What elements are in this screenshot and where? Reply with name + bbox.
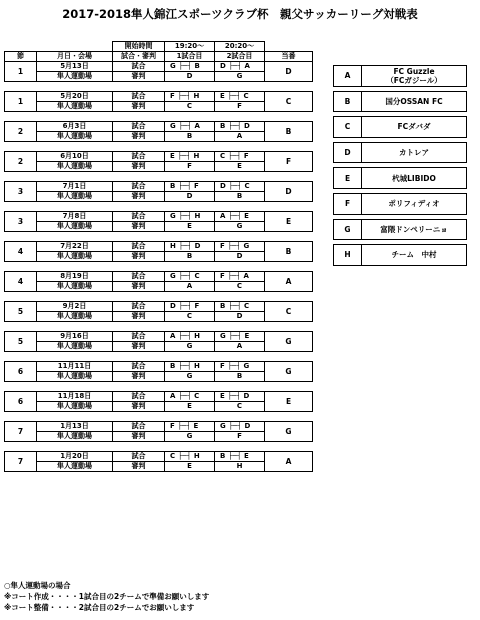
- team-row: [334, 245, 467, 266]
- game2-referee: C: [215, 282, 265, 292]
- duty-team: B: [265, 242, 313, 262]
- team-name-cell: [362, 142, 467, 163]
- team-name: 国分OSSAN FC: [385, 96, 443, 106]
- match-venue: 隼人運動場: [37, 102, 113, 112]
- team-letter: C: [334, 117, 362, 138]
- referee-label: 審判: [113, 312, 165, 322]
- team-letter: G: [334, 219, 362, 240]
- round-spacer: [5, 352, 313, 362]
- start-time-label: 開始時間: [113, 42, 165, 52]
- match-row: [5, 152, 313, 162]
- round-number: 4: [5, 242, 37, 262]
- note-line: ※コート作成・・・・1試合目の2チームで準備お願いします: [4, 592, 210, 601]
- round-spacer: [5, 142, 313, 152]
- team-name-cell: [362, 66, 467, 87]
- game2-pairing: F ├─┤ G: [215, 242, 265, 252]
- round-number: 4: [5, 272, 37, 292]
- team-name: FC Guzzle: [393, 66, 435, 76]
- match-label: 試合: [113, 272, 165, 282]
- duty-team: F: [265, 152, 313, 172]
- game1-referee: E: [165, 462, 215, 472]
- match-date: 1月20日: [37, 452, 113, 462]
- game1-referee: E: [165, 222, 215, 232]
- match-venue: 隼人運動場: [37, 342, 113, 352]
- match-date: 11月18日: [37, 392, 113, 402]
- match-venue: 隼人運動場: [37, 282, 113, 292]
- game1-pairing: B ├─┤ H: [165, 362, 215, 372]
- team-row: [334, 193, 467, 214]
- game1-pairing: G ├─┤ H: [165, 212, 215, 222]
- match-date: 7月8日: [37, 212, 113, 222]
- referee-label: 審判: [113, 162, 165, 172]
- game2-pairing: A ├─┤ E: [215, 212, 265, 222]
- referee-label: 審判: [113, 282, 165, 292]
- round-number: 5: [5, 302, 37, 322]
- game1-pairing: F ├─┤ E: [165, 422, 215, 432]
- match-label: 試合: [113, 62, 165, 72]
- sec-header: 節: [5, 52, 37, 62]
- team-name-cell: [362, 168, 467, 189]
- team-letter: H: [334, 245, 362, 266]
- match-venue: 隼人運動場: [37, 252, 113, 262]
- note-line: ○隼人運動場の場合: [4, 581, 71, 590]
- match-row: [5, 302, 313, 312]
- time1-label: 19:20～: [165, 42, 215, 52]
- team-name-cell: [362, 117, 467, 138]
- match-venue: 隼人運動場: [37, 72, 113, 82]
- referee-label: 審判: [113, 222, 165, 232]
- team-letter: F: [334, 193, 362, 214]
- team-row: [334, 91, 467, 112]
- duty-team: B: [265, 122, 313, 142]
- note-line: ※コート整備・・・・2試合目の2チームでお願いします: [4, 603, 195, 612]
- game2-referee: C: [215, 402, 265, 412]
- team-row: [334, 142, 467, 163]
- game1-pairing: E ├─┤ H: [165, 152, 215, 162]
- round-spacer: [5, 112, 313, 122]
- game2-pairing: B ├─┤ D: [215, 122, 265, 132]
- match-venue: 隼人運動場: [37, 192, 113, 202]
- referee-label: 審判: [113, 342, 165, 352]
- team-letter: B: [334, 91, 362, 112]
- match-date: 5月13日: [37, 62, 113, 72]
- duty-team: A: [265, 272, 313, 292]
- match-row: [5, 272, 313, 282]
- team-letter: E: [334, 168, 362, 189]
- duty-header: 当番: [265, 52, 313, 62]
- round-number: 3: [5, 182, 37, 202]
- match-label: 試合: [113, 332, 165, 342]
- team-name-cell: [362, 193, 467, 214]
- round-number: 2: [5, 152, 37, 172]
- time2-label: 20:20～: [215, 42, 265, 52]
- match-label: 試合: [113, 92, 165, 102]
- game2-pairing: B ├─┤ E: [215, 452, 265, 462]
- game2-referee: F: [215, 432, 265, 442]
- match-row: [5, 362, 313, 372]
- round-spacer: [5, 382, 313, 392]
- match-label: 試合: [113, 452, 165, 462]
- match-date: 6月10日: [37, 152, 113, 162]
- match-venue: 隼人運動場: [37, 312, 113, 322]
- match-label: 試合: [113, 152, 165, 162]
- game2-pairing: G ├─┤ D: [215, 422, 265, 432]
- team-name: チーム 中村: [391, 250, 437, 260]
- match-label: 試合: [113, 212, 165, 222]
- round-number: 6: [5, 392, 37, 412]
- match-date: 9月2日: [37, 302, 113, 312]
- page-title: 2017-2018隼人錦江スポーツクラブ杯 親父サッカーリーグ対戦表: [62, 7, 418, 21]
- match-row: [5, 62, 313, 72]
- game1-referee: A: [165, 282, 215, 292]
- round-number: 7: [5, 422, 37, 442]
- round-number: 7: [5, 452, 37, 472]
- game1-referee: F: [165, 162, 215, 172]
- match-row: [5, 212, 313, 222]
- match-row: [5, 332, 313, 342]
- match-label: 試合: [113, 122, 165, 132]
- game2-pairing: G ├─┤ E: [215, 332, 265, 342]
- match-row: [5, 392, 313, 402]
- match-venue: 隼人運動場: [37, 462, 113, 472]
- match-venue: 隼人運動場: [37, 402, 113, 412]
- column-header-row: [5, 52, 313, 62]
- game2-referee: G: [215, 72, 265, 82]
- round-number: 1: [5, 92, 37, 112]
- game1-referee: C: [165, 102, 215, 112]
- team-letter: A: [334, 66, 362, 87]
- game2-pairing: E ├─┤ C: [215, 92, 265, 102]
- match-row: [5, 422, 313, 432]
- game2-referee: G: [215, 222, 265, 232]
- game1-header: 1試合目: [165, 52, 215, 62]
- match-row: [5, 182, 313, 192]
- match-date: 8月19日: [37, 272, 113, 282]
- round-spacer: [5, 172, 313, 182]
- game2-pairing: E ├─┤ D: [215, 392, 265, 402]
- team-name: ポリフィディオ: [388, 199, 440, 209]
- game1-pairing: G ├─┤ C: [165, 272, 215, 282]
- game2-referee: A: [215, 342, 265, 352]
- match-date: 7月1日: [37, 182, 113, 192]
- duty-team: G: [265, 332, 313, 352]
- team-name: FCダバダ: [397, 122, 431, 132]
- duty-team: D: [265, 62, 313, 82]
- team-name: 富隈ドンペリーニョ: [380, 224, 448, 234]
- match-date: 11月11日: [37, 362, 113, 372]
- game1-pairing: A ├─┤ C: [165, 392, 215, 402]
- game1-pairing: G ├─┤ B: [165, 62, 215, 72]
- game2-referee: B: [215, 372, 265, 382]
- schedule-table: [4, 41, 313, 472]
- game1-referee: G: [165, 432, 215, 442]
- match-date: 9月16日: [37, 332, 113, 342]
- match-label: 試合: [113, 392, 165, 402]
- date-venue-header: 月日・会場: [37, 52, 113, 62]
- notes: [4, 580, 209, 613]
- game2-header: 2試合目: [215, 52, 265, 62]
- game1-referee: B: [165, 132, 215, 142]
- duty-team: G: [265, 362, 313, 382]
- team-letter: D: [334, 142, 362, 163]
- game2-pairing: F ├─┤ A: [215, 272, 265, 282]
- referee-label: 審判: [113, 432, 165, 442]
- game2-referee: H: [215, 462, 265, 472]
- game1-pairing: A ├─┤ H: [165, 332, 215, 342]
- match-label: 試合: [113, 182, 165, 192]
- team-legend: [333, 65, 467, 266]
- referee-label: 審判: [113, 192, 165, 202]
- team-row: [334, 219, 467, 240]
- referee-label: 審判: [113, 372, 165, 382]
- game1-referee: D: [165, 192, 215, 202]
- match-date: 6月3日: [37, 122, 113, 132]
- referee-label: 審判: [113, 72, 165, 82]
- round-spacer: [5, 202, 313, 212]
- round-spacer: [5, 232, 313, 242]
- game1-pairing: H ├─┤ D: [165, 242, 215, 252]
- round-number: 2: [5, 122, 37, 142]
- round-number: 3: [5, 212, 37, 232]
- game1-referee: G: [165, 342, 215, 352]
- duty-team: E: [265, 212, 313, 232]
- game2-pairing: F ├─┤ G: [215, 362, 265, 372]
- match-label: 試合: [113, 422, 165, 432]
- game1-pairing: G ├─┤ A: [165, 122, 215, 132]
- round-spacer: [5, 322, 313, 332]
- match-date: 1月13日: [37, 422, 113, 432]
- match-date: 5月20日: [37, 92, 113, 102]
- team-row: [334, 117, 467, 138]
- game1-pairing: C ├─┤ H: [165, 452, 215, 462]
- team-row: [334, 168, 467, 189]
- round-spacer: [5, 412, 313, 422]
- game1-pairing: D ├─┤ F: [165, 302, 215, 312]
- match-row: [5, 452, 313, 462]
- round-spacer: [5, 292, 313, 302]
- round-number: 5: [5, 332, 37, 352]
- match-ref-header: 試合・審判: [113, 52, 165, 62]
- team-name: 杙城LIBIDO: [392, 173, 436, 183]
- match-venue: 隼人運動場: [37, 162, 113, 172]
- team-name-sub: （FCガジール）: [386, 75, 442, 85]
- team-name-cell: [362, 91, 467, 112]
- round-number: 6: [5, 362, 37, 382]
- game1-referee: E: [165, 402, 215, 412]
- match-label: 試合: [113, 362, 165, 372]
- round-spacer: [5, 442, 313, 452]
- team-name-cell: [362, 219, 467, 240]
- match-row: [5, 122, 313, 132]
- team-name: カトレア: [399, 148, 429, 158]
- duty-team: D: [265, 182, 313, 202]
- game1-referee: C: [165, 312, 215, 322]
- match-venue: 隼人運動場: [37, 432, 113, 442]
- game2-pairing: D ├─┤ C: [215, 182, 265, 192]
- duty-team: A: [265, 452, 313, 472]
- team-row: [334, 66, 467, 87]
- game2-referee: D: [215, 312, 265, 322]
- referee-label: 審判: [113, 102, 165, 112]
- game2-referee: B: [215, 192, 265, 202]
- time-header-row: [5, 42, 313, 52]
- game2-referee: E: [215, 162, 265, 172]
- referee-label: 審判: [113, 462, 165, 472]
- game1-pairing: F ├─┤ H: [165, 92, 215, 102]
- game2-referee: F: [215, 102, 265, 112]
- match-label: 試合: [113, 302, 165, 312]
- match-row: [5, 92, 313, 102]
- team-name-cell: [362, 245, 467, 266]
- referee-label: 審判: [113, 132, 165, 142]
- match-venue: 隼人運動場: [37, 132, 113, 142]
- game1-referee: D: [165, 72, 215, 82]
- game2-pairing: D ├─┤ A: [215, 62, 265, 72]
- duty-team: E: [265, 392, 313, 412]
- round-number: 1: [5, 62, 37, 82]
- match-label: 試合: [113, 242, 165, 252]
- match-date: 7月22日: [37, 242, 113, 252]
- referee-label: 審判: [113, 252, 165, 262]
- game1-pairing: B ├─┤ F: [165, 182, 215, 192]
- match-row: [5, 242, 313, 252]
- game2-pairing: C ├─┤ F: [215, 152, 265, 162]
- game2-pairing: B ├─┤ C: [215, 302, 265, 312]
- game2-referee: D: [215, 252, 265, 262]
- duty-team: C: [265, 92, 313, 112]
- game2-referee: A: [215, 132, 265, 142]
- referee-label: 審判: [113, 402, 165, 412]
- game1-referee: G: [165, 372, 215, 382]
- round-spacer: [5, 82, 313, 92]
- game1-referee: B: [165, 252, 215, 262]
- duty-team: G: [265, 422, 313, 442]
- match-venue: 隼人運動場: [37, 372, 113, 382]
- round-spacer: [5, 262, 313, 272]
- duty-team: C: [265, 302, 313, 322]
- match-venue: 隼人運動場: [37, 222, 113, 232]
